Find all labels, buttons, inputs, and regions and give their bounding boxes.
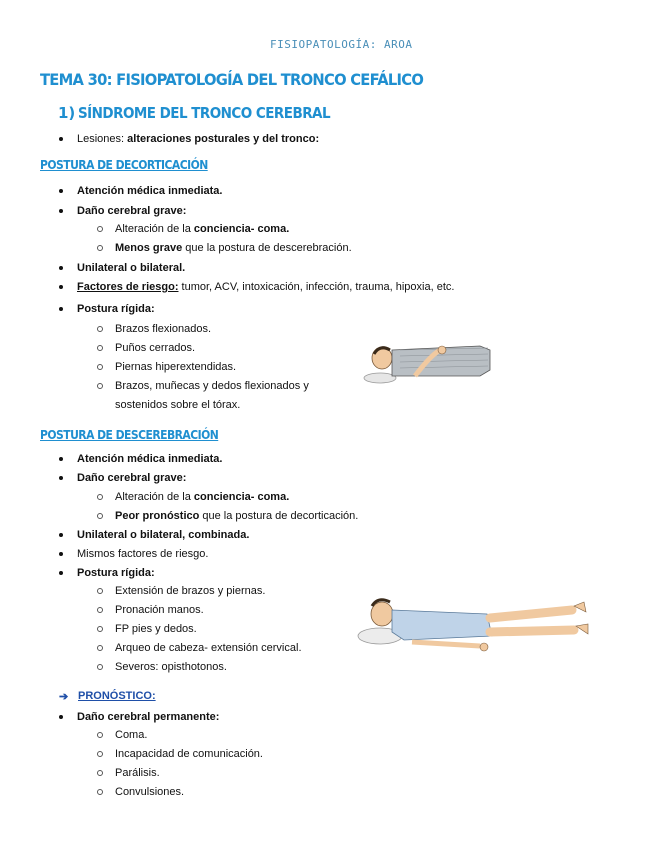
sub-text: Brazos, muñecas y dedos flexionados y xyxy=(115,380,309,392)
circle-bullet-icon xyxy=(97,588,103,594)
sub-text: Puños cerrados. xyxy=(115,342,196,354)
sub-text-bold: Menos grave xyxy=(115,242,183,254)
sub-text: FP pies y dedos. xyxy=(115,623,197,635)
circle-bullet-icon xyxy=(97,732,103,738)
arrow-icon: ➔ xyxy=(59,691,69,703)
circle-bullet-icon xyxy=(97,626,103,632)
circle-bullet-icon xyxy=(97,664,103,670)
descerebracion-title: POSTURA DE DESCEREBRACIÓN xyxy=(40,428,219,442)
bullet-icon xyxy=(59,137,63,141)
decerebration-posture-illustration xyxy=(352,588,596,660)
pronostico-item1: Daño cerebral permanente: xyxy=(77,711,220,723)
descerebracion-item1: Atención médica inmediata. xyxy=(77,453,223,465)
sub-text: Parálisis. xyxy=(115,767,160,779)
bullet-icon xyxy=(59,457,63,461)
section-number: 1) xyxy=(58,104,76,122)
sub-text: Piernas hiperextendidas. xyxy=(115,361,237,373)
circle-bullet-icon xyxy=(97,245,103,251)
circle-bullet-icon xyxy=(97,364,103,370)
descerebracion-item5: Postura rígida: xyxy=(77,567,155,579)
document-header: FISIOPATOLOGÍA: AROA xyxy=(270,38,413,51)
circle-bullet-icon xyxy=(97,326,103,332)
descerebracion-item2: Daño cerebral grave: xyxy=(77,472,187,484)
circle-bullet-icon xyxy=(97,770,103,776)
sub-text: Coma. xyxy=(115,729,148,741)
bullet-icon xyxy=(59,552,63,556)
sub-text-bold: Peor pronóstico xyxy=(115,510,200,522)
factores-value: tumor, ACV, intoxicación, infección, trauma, hipoxia, etc. xyxy=(178,281,455,293)
decorticacion-item3: Unilateral o bilateral. xyxy=(77,262,186,274)
decorticacion-item1: Atención médica inmediata. xyxy=(77,185,223,197)
sub-text: Incapacidad de comunicación. xyxy=(115,748,263,760)
lesiones-value: alteraciones posturales y del tronco: xyxy=(127,133,320,145)
sub-text-bold: conciencia- coma. xyxy=(193,491,290,503)
bullet-icon xyxy=(59,189,63,193)
descerebracion-item4: Mismos factores de riesgo. xyxy=(77,548,209,560)
circle-bullet-icon xyxy=(97,383,103,389)
decorticacion-item2: Daño cerebral grave: xyxy=(77,205,187,217)
bullet-icon xyxy=(59,285,63,289)
bullet-icon xyxy=(59,715,63,719)
bullet-icon xyxy=(59,476,63,480)
sub-text: Extensión de brazos y piernas. xyxy=(115,585,266,597)
sub-text: Alteración de la xyxy=(115,491,194,503)
circle-bullet-icon xyxy=(97,789,103,795)
bullet-icon xyxy=(59,209,63,213)
sub-text: Pronación manos. xyxy=(115,604,204,616)
decortication-posture-illustration xyxy=(360,336,500,388)
lesiones-label: Lesiones: xyxy=(77,133,128,145)
sub-text: Arqueo de cabeza- extensión cervical. xyxy=(115,642,302,654)
topic-title: TEMA 30: FISIOPATOLOGÍA DEL TRONCO CEFÁLICO xyxy=(40,70,424,89)
circle-bullet-icon xyxy=(97,345,103,351)
sub-text: que la postura de descerebración. xyxy=(182,242,352,254)
decorticacion-item5: Postura rígida: xyxy=(77,303,155,315)
section-title: SÍNDROME DEL TRONCO CEREBRAL xyxy=(78,104,331,122)
circle-bullet-icon xyxy=(97,751,103,757)
sub-text: Brazos flexionados. xyxy=(115,323,211,335)
decorticacion-title: POSTURA DE DECORTICACIÓN xyxy=(40,158,208,172)
bullet-icon xyxy=(59,307,63,311)
circle-bullet-icon xyxy=(97,607,103,613)
sub-text: Alteración de la xyxy=(115,223,194,235)
bullet-icon xyxy=(59,571,63,575)
sub-text-bold: conciencia- coma. xyxy=(193,223,290,235)
circle-bullet-icon xyxy=(97,226,103,232)
circle-bullet-icon xyxy=(97,494,103,500)
bullet-icon xyxy=(59,533,63,537)
sub-text: Convulsiones. xyxy=(115,786,185,798)
descerebracion-item3: Unilateral o bilateral, combinada. xyxy=(77,529,250,541)
circle-bullet-icon xyxy=(97,645,103,651)
sub-text: que la postura de decorticación. xyxy=(199,510,359,522)
bullet-icon xyxy=(59,266,63,270)
factores-label: Factores de riesgo: xyxy=(77,281,179,293)
sub-text-continuation: sostenidos sobre el tórax. xyxy=(115,399,241,411)
pronostico-title: PRONÓSTICO: xyxy=(78,690,156,702)
sub-text: Severos: opisthotonos. xyxy=(115,661,227,673)
circle-bullet-icon xyxy=(97,513,103,519)
